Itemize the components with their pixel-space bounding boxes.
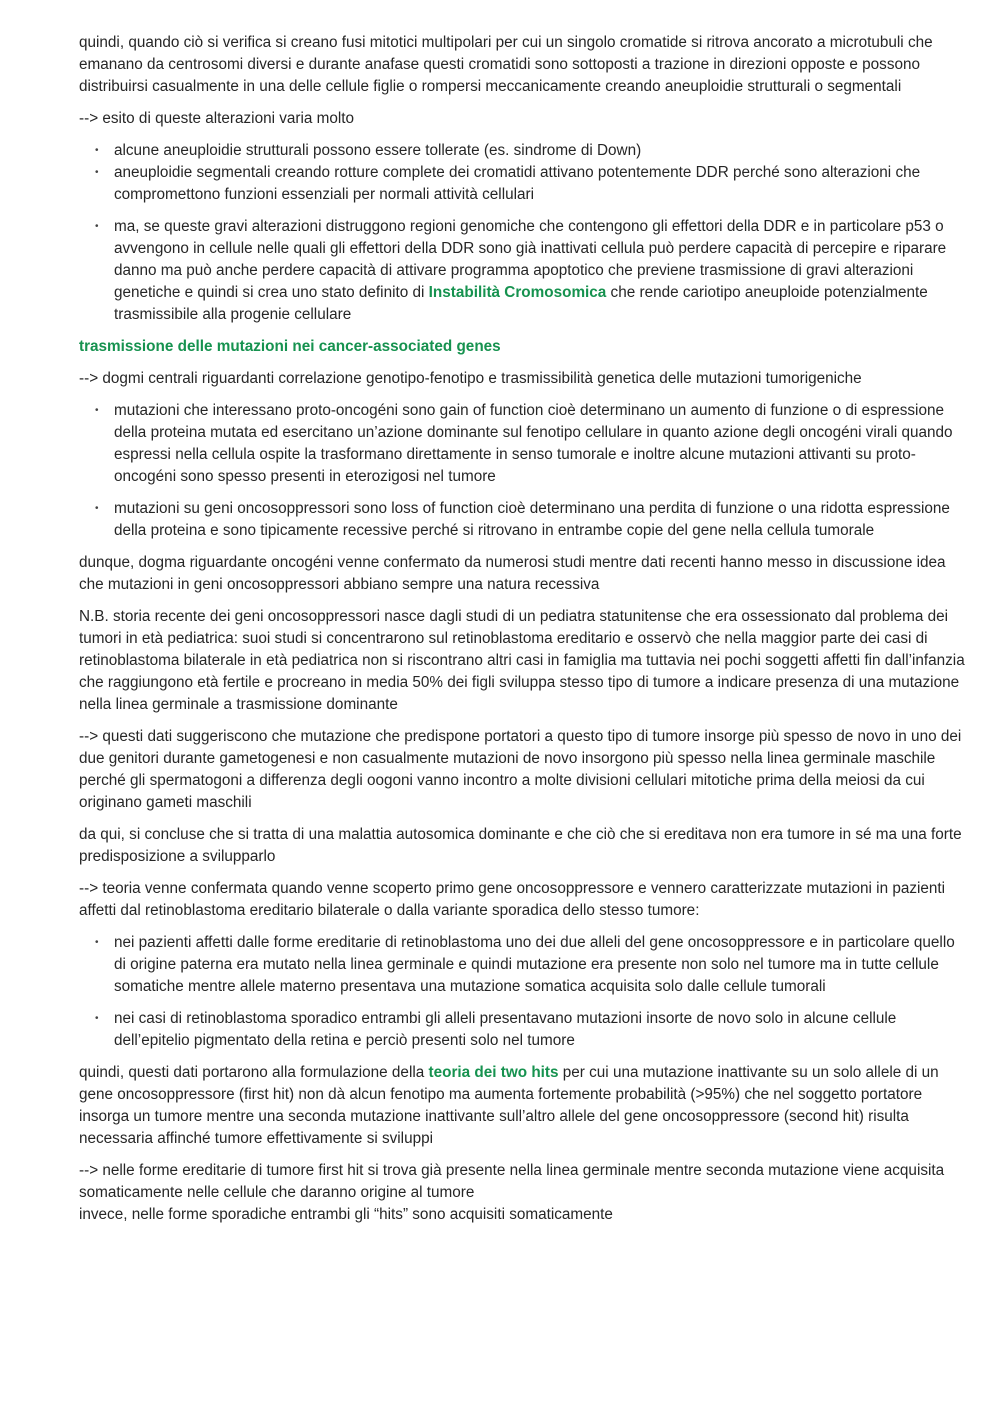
highlight-teoria-two-hits: teoria dei two hits bbox=[428, 1064, 559, 1081]
text-segment: quindi, questi dati portarono alla formulazione della bbox=[79, 1064, 429, 1081]
text-line: --> nelle forme ereditarie di tumore first hit si trova già presente nella linea germinale mentre seconda mutazione viene acquisita somaticamente nelle cellule che daranno origine al tumore bbox=[79, 1162, 945, 1201]
paragraph-nb-storia: N.B. storia recente dei geni oncosoppressori nasce dagli studi di un pediatra statunitense che era ossessionato dal problema dei tumori in età pediatrica: suoi studi si concentrarono sul retinoblastoma ereditario e osservò che nella maggior parte dei casi di retinoblastoma bilaterale in età pediatrica non si riscontrano altri casi in famiglia ma tuttavia nei pochi soggetti affetti fin dall’infanzia che raggiungono età fertile e procreano in media 50% dei figli sviluppa stesso tipo di tumore a indicare presenza di una mutazione nella linea germinale a trasmissione dominante bbox=[79, 608, 965, 713]
bullet-list-aneuploidies bbox=[79, 140, 967, 326]
paragraph-conclusion: da qui, si concluse che si tratta di una malattia autosomica dominante e che ciò che si ereditava non era tumore in sé ma una forte predisposizione a svilupparlo bbox=[79, 826, 962, 865]
paragraph-outcome-intro: --> esito di queste alterazioni varia molto bbox=[79, 110, 355, 127]
paragraph-hereditary-forms bbox=[79, 1160, 967, 1226]
text-segment: ma, se queste gravi alterazioni distruggono regioni genomiche che contengono gli effettori della DDR e in particolare p53 o avvengono in cellule nelle quali gli effettori della DDR sono già inattivati cellula può perdere capacità di percepire e riparare danno ma può anche perdere capacità di attivare programma apoptotico che previene trasmissione di gravi alterazioni genetiche e quindi si crea uno stato definito di bbox=[114, 218, 947, 301]
paragraph-dogmi-intro: --> dogmi centrali riguardanti correlazione genotipo-fenotipo e trasmissibilità genetica delle mutazioni tumorigeniche bbox=[79, 370, 862, 387]
paragraph-multipolar-spindles: quindi, quando ciò si verifica si creano fusi mitotici multipolari per cui un singolo cromatide si ritrova ancorato a microtubuli che emanano da centrosomi diversi e durante anafase questi cromatidi sono sottoposti a trazione in direzioni opposte e possono distribuirsi casualmente in una delle cellule figlie o rompersi meccanicamente creando aneuploidie strutturali o segmentali bbox=[79, 34, 933, 95]
list-item: • mutazioni che interessano proto-oncogéni sono gain of function cioè determinano un aumento di funzione o di espressione della proteina mutata ed esercitano un’azione dominante sul fenotipo cellulare in quanto azione degli oncogéni virali quando espressi nella cellula ospite la trasformano direttamente in senso tumorale e inoltre alcune mutazioni attivanti su proto-oncogéni sono spesso presenti in eterozigosi nel tumore bbox=[79, 400, 967, 488]
bullet-list-retinoblastoma bbox=[79, 932, 967, 1052]
list-item: • nei pazienti affetti dalle forme ereditarie di retinoblastoma uno dei due alleli del gene oncosoppressore e in particolare quello di origine paterna era mutato nella linea germinale e quindi mutazione era presente non solo nel tumore ma in tutte cellule somatiche mentre allele materno presentava una mutazione somatica acquisita solo dalle cellule tumorali bbox=[79, 932, 967, 998]
indented-paragraph bbox=[79, 216, 967, 326]
list-item: • aneuploidie segmentali creando rotture complete dei cromatidi attivano potentemente DDR perché sono alterazioni che compromettono funzioni essenziali per normali attività cellulari bbox=[79, 162, 967, 206]
list-item: • alcune aneuploidie strutturali possono essere tollerate (es. sindrome di Down) bbox=[79, 140, 967, 162]
paragraph-de-novo: --> questi dati suggeriscono che mutazione che predispone portatori a questo tipo di tumore insorge più spesso de novo in uno dei due genitori durante gametogenesi e non casualmente mutazioni de novo insorgono più spesso nella linea germinale maschile perché gli spermatogoni a differenza degli oogoni vanno incontro a molte divisioni cellulari mitotiche prima della meiosi da cui originano gameti maschili bbox=[79, 728, 962, 811]
paragraph-two-hits bbox=[79, 1062, 967, 1150]
text-segment: per cui una mutazione inattivante su un solo allele di un gene oncosoppressore (first hit) non dà alcun fenotipo ma aumenta fortemente probabilità (>95%) che nel soggetto portatore insorga un tumore mentre una seconda mutazione inattivante sull’altro allele del gene oncosoppressore (second hit) risulta necessaria affinché tumore effettivamente si sviluppi bbox=[79, 1064, 939, 1147]
list-item: • nei casi di retinoblastoma sporadico entrambi gli alleli presentavano mutazioni insorte de novo solo in alcune cellule dell’epitelio pigmentato della retina e perciò presenti solo nel tumore bbox=[79, 1008, 967, 1052]
paragraph-dogma-oncogeni: dunque, dogma riguardante oncogéni venne confermato da numerosi studi mentre dati recenti hanno messo in discussione idea che mutazioni in geni oncosoppressori abbiano sempre una natura recessiva bbox=[79, 554, 946, 593]
section-heading: trasmissione delle mutazioni nei cancer-associated genes bbox=[79, 338, 501, 355]
paragraph-theory-confirmed: --> teoria venne confermata quando venne scoperto primo gene oncosoppressore e vennero caratterizzate mutazioni in pazienti affetti dal retinoblastoma ereditario bilaterale o dalla variante sporadica dello stesso tumore: bbox=[79, 880, 946, 919]
bullet-list-mutations bbox=[79, 400, 967, 542]
document-page bbox=[79, 32, 967, 1236]
list-item: • mutazioni su geni oncosoppressori sono loss of function cioè determinano una perdita di funzione o una ridotta espressione della proteina e sono tipicamente recessive perché si ritrovano in entrambe copie del gene nella cellula tumorale bbox=[79, 498, 967, 542]
text-segment: che rende cariotipo aneuploide potenzialmente trasmissibile alla progenie cellulare bbox=[114, 284, 928, 323]
highlight-instabilita-cromosomica: Instabilità Cromosomica bbox=[428, 284, 607, 301]
text-line: invece, nelle forme sporadiche entrambi gli “hits” sono acquisiti somaticamente bbox=[79, 1206, 613, 1223]
